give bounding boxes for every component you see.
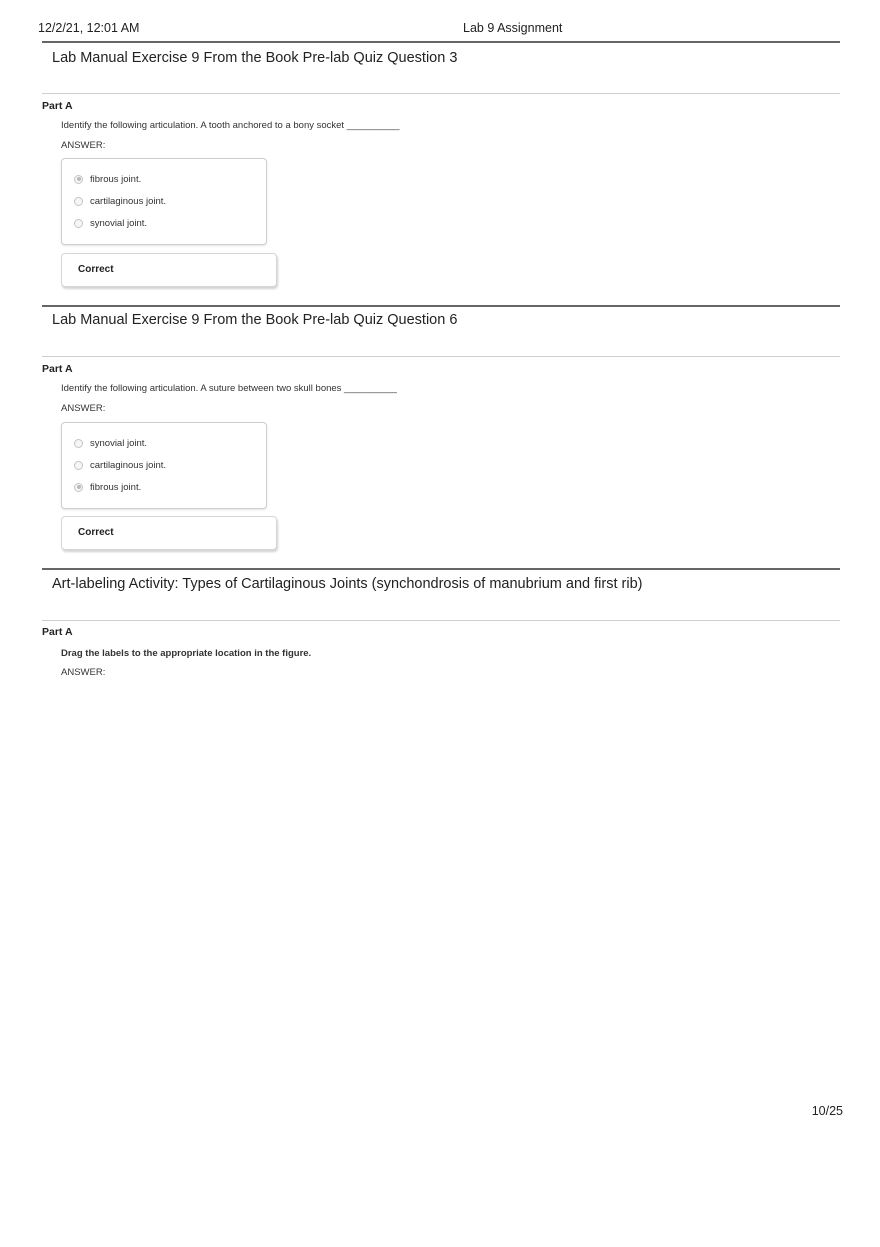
answer-option[interactable] — [74, 194, 166, 208]
option-label: fibrous joint. — [90, 173, 142, 185]
title-divider — [42, 93, 840, 94]
part-label: Part A — [42, 363, 73, 375]
answer-label: ANSWER: — [61, 140, 106, 151]
print-date: 12/2/21, 12:01 AM — [38, 21, 140, 35]
result-feedback — [61, 253, 277, 287]
title-divider — [42, 356, 840, 357]
option-label: cartilaginous joint. — [90, 195, 167, 207]
radio-button[interactable] — [74, 197, 83, 206]
section-divider — [42, 41, 840, 43]
option-label: synovial joint. — [90, 217, 148, 229]
radio-button[interactable] — [74, 219, 83, 228]
question-title: Art-labeling Activity: Types of Cartilaginous Joints (synchondrosis of manubrium and first rib) — [52, 576, 643, 592]
radio-button[interactable] — [74, 439, 83, 448]
document-title: Lab 9 Assignment — [463, 21, 563, 35]
radio-button-selected[interactable] — [74, 175, 83, 184]
question-prompt: Identify the following articulation. A tooth anchored to a bony socket __________ — [61, 120, 400, 131]
answer-options — [61, 422, 267, 509]
answer-option[interactable] — [74, 480, 141, 494]
result-text: Correct — [78, 264, 114, 275]
part-label: Part A — [42, 100, 73, 112]
answer-option[interactable] — [74, 172, 141, 186]
answer-option[interactable] — [74, 436, 147, 450]
question-title: Lab Manual Exercise 9 From the Book Pre-lab Quiz Question 3 — [52, 50, 458, 66]
title-divider — [42, 620, 840, 621]
answer-option[interactable] — [74, 458, 166, 472]
option-label: fibrous joint. — [90, 481, 142, 493]
option-label: cartilaginous joint. — [90, 459, 167, 471]
section-divider — [42, 305, 840, 307]
part-label: Part A — [42, 626, 73, 638]
question-title: Lab Manual Exercise 9 From the Book Pre-lab Quiz Question 6 — [52, 312, 458, 328]
section-divider — [42, 568, 840, 570]
option-label: synovial joint. — [90, 437, 148, 449]
radio-button-selected[interactable] — [74, 483, 83, 492]
result-feedback — [61, 516, 277, 550]
page-number: 10/25 — [811, 1104, 843, 1118]
answer-options — [61, 158, 267, 245]
question-prompt: Identify the following articulation. A suture between two skull bones __________ — [61, 383, 397, 394]
result-text: Correct — [78, 527, 114, 538]
answer-label: ANSWER: — [61, 667, 106, 678]
answer-label: ANSWER: — [61, 403, 106, 414]
radio-button[interactable] — [74, 461, 83, 470]
question-prompt: Drag the labels to the appropriate location in the figure. — [61, 648, 312, 659]
answer-option[interactable] — [74, 216, 147, 230]
